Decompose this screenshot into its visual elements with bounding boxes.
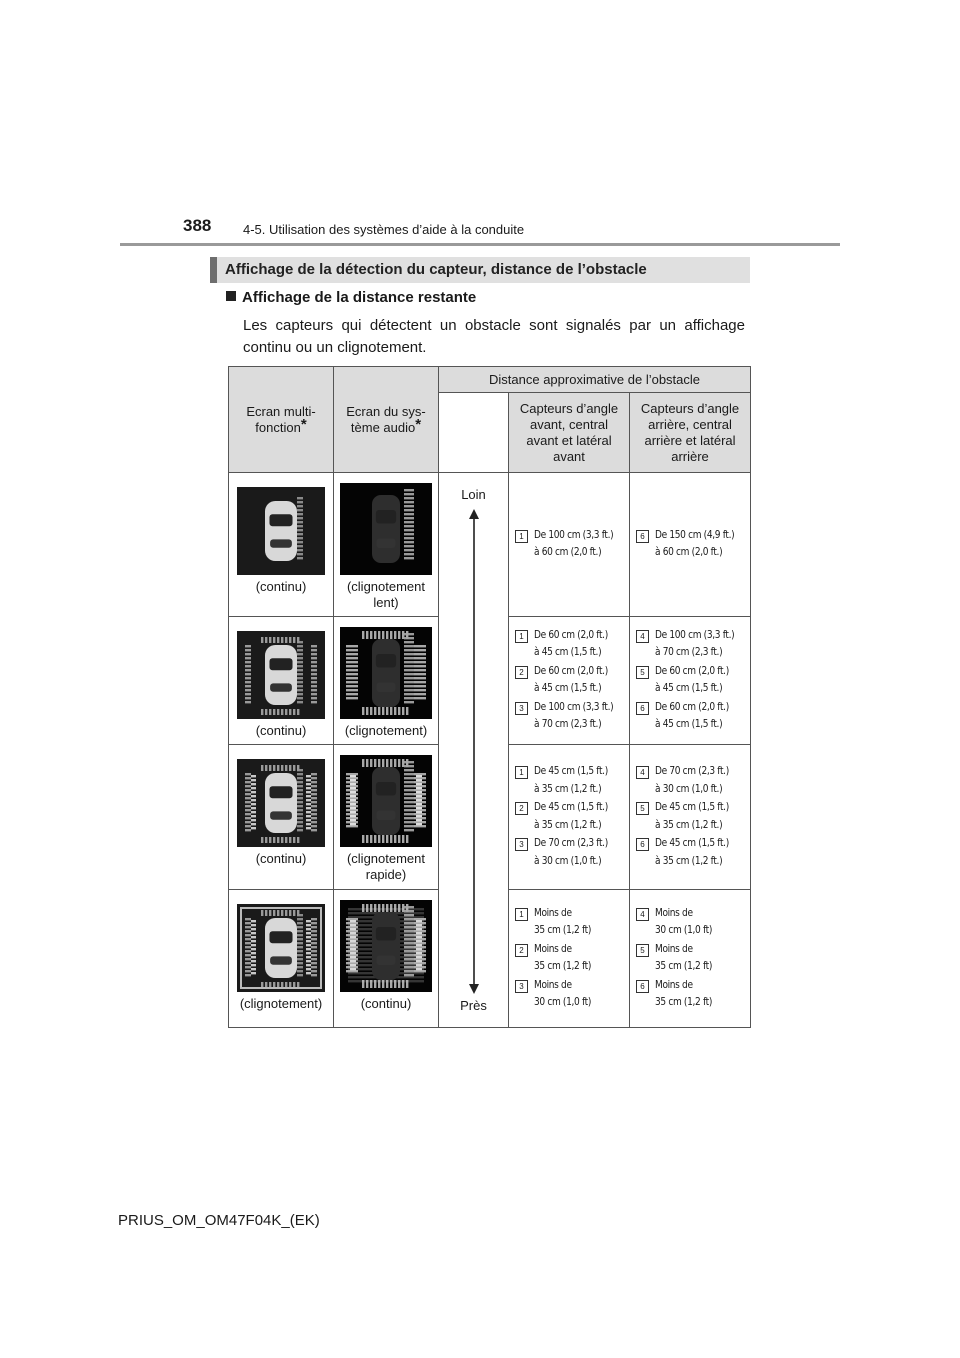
rear-entry-4 [636,763,750,798]
square-bullet-icon [226,291,236,301]
callout-number-icon: 6 [636,838,649,851]
multi-display-caption: (clignotement) [239,996,323,1011]
rear-distance-cell [630,890,751,1028]
rear-entry-6 [636,835,750,870]
multi-display-image [237,759,325,847]
multi-display-caption: (continu) [255,579,307,594]
callout-number-icon: 1 [515,908,528,921]
rear-entry-6 [636,699,750,734]
multi-display-cell [229,890,334,1028]
chapter-title: 4-5. Utilisation des systèmes d’aide à la conduite [243,222,525,237]
front-entry-1 [515,627,629,662]
section-title: Affichage de la détection du capteur, distance de l’obstacle [210,257,750,283]
callout-number-icon: 3 [515,838,528,851]
distance-range: Moins de 30 cm (1,0 ft) [534,978,592,1008]
header-rear-sensors: Capteurs d’angle arrière, central arrière et latéral arrière [630,393,751,473]
callout-number-icon: 1 [515,766,528,779]
callout-number-icon: 2 [515,802,528,815]
subsection-heading [226,289,476,306]
front-entry-1 [515,527,629,562]
subsection-title: Affichage de la distance restante [242,289,477,306]
callout-number-icon: 5 [636,802,649,815]
front-entry-3 [515,977,629,1012]
distance-range: Moins de 35 cm (1,2 ft) [655,978,713,1008]
callout-number-icon: 3 [515,980,528,993]
audio-display-image [340,627,432,719]
front-distance-cell [509,617,630,745]
distance-range: Moins de 35 cm (1,2 ft) [655,942,713,972]
front-distance-cell [509,745,630,890]
callout-number-icon: 1 [515,530,528,543]
header-audio-display: Ecran du sys- tème audio* [334,367,439,473]
multi-display-cell [229,473,334,617]
header-rule [120,243,840,246]
distance-range: Moins de 35 cm (1,2 ft) [534,942,592,972]
audio-display-caption: (clignotement) [344,723,428,738]
distance-range: De 45 cm (1,5 ft.) à 35 cm (1,2 ft.) [655,801,729,831]
distance-axis [439,473,509,1028]
callout-number-icon: 3 [515,702,528,715]
multi-display-cell [229,745,334,890]
distance-range: Moins de 30 cm (1,0 ft) [655,906,713,936]
far-label: Loin [461,487,486,502]
front-distance-cell [509,473,630,617]
callout-number-icon: 5 [636,666,649,679]
callout-number-icon: 6 [636,702,649,715]
distance-range: De 100 cm (3,3 ft.) à 70 cm (2,3 ft.) [534,700,614,730]
rear-entry-6 [636,527,750,562]
callout-number-icon: 4 [636,630,649,643]
multi-display-image [237,487,325,575]
rear-entry-5 [636,663,750,698]
front-entry-1 [515,905,629,940]
distance-range: De 150 cm (4,9 ft.) à 60 cm (2,0 ft.) [655,528,735,558]
audio-display-image [340,755,432,847]
distance-range: De 45 cm (1,5 ft.) à 35 cm (1,2 ft.) [534,765,608,795]
sensor-distance-table [228,366,751,1028]
body-paragraph: Les capteurs qui détectent un obstacle sont signalés par un affichage continu ou un clignotement. [243,317,745,356]
callout-number-icon: 4 [636,766,649,779]
audio-display-cell [334,745,439,890]
callout-number-icon: 4 [636,908,649,921]
distance-range: De 60 cm (2,0 ft.) à 45 cm (1,5 ft.) [534,664,608,694]
rear-distance-cell [630,617,751,745]
front-entry-3 [515,699,629,734]
front-entry-2 [515,799,629,834]
audio-display-caption: (clignotement lent) [346,579,426,610]
distance-range: De 60 cm (2,0 ft.) à 45 cm (1,5 ft.) [655,700,729,730]
front-entry-2 [515,663,629,698]
distance-range: De 70 cm (2,3 ft.) à 30 cm (1,0 ft.) [655,765,729,795]
front-entry-1 [515,763,629,798]
distance-range: De 45 cm (1,5 ft.) à 35 cm (1,2 ft.) [655,837,729,867]
multi-display-image [237,904,325,992]
header-multi-display: Ecran multi- fonction* [229,367,334,473]
double-arrow-icon [466,509,482,994]
front-distance-cell [509,890,630,1028]
rear-entry-6 [636,977,750,1012]
audio-display-cell [334,473,439,617]
front-entry-3 [515,835,629,870]
audio-display-caption: (continu) [360,996,412,1011]
audio-display-cell [334,617,439,745]
rear-entry-5 [636,941,750,976]
callout-number-icon: 6 [636,530,649,543]
callout-number-icon: 2 [515,666,528,679]
distance-range: De 100 cm (3,3 ft.) à 60 cm (2,0 ft.) [534,528,614,558]
callout-number-icon: 6 [636,980,649,993]
footer-code: PRIUS_OM_OM47F04K_(EK) [118,1212,320,1229]
distance-range: De 60 cm (2,0 ft.) à 45 cm (1,5 ft.) [534,628,608,658]
distance-range: De 45 cm (1,5 ft.) à 35 cm (1,2 ft.) [534,801,608,831]
distance-range: Moins de 35 cm (1,2 ft) [534,906,592,936]
callout-number-icon: 1 [515,630,528,643]
callout-number-icon: 2 [515,944,528,957]
rear-distance-cell [630,745,751,890]
header-blank [439,393,509,473]
header-distance: Distance approximative de l’obstacle [439,367,751,393]
multi-display-image [237,631,325,719]
distance-range: De 70 cm (2,3 ft.) à 30 cm (1,0 ft.) [534,837,608,867]
callout-number-icon: 5 [636,944,649,957]
distance-range: De 100 cm (3,3 ft.) à 70 cm (2,3 ft.) [655,628,735,658]
audio-display-image [340,900,432,992]
asterisk-note: * [415,415,422,433]
header-front-sensors: Capteurs d’angle avant, central avant et latéral avant [509,393,630,473]
audio-display-image [340,483,432,575]
distance-range: De 60 cm (2,0 ft.) à 45 cm (1,5 ft.) [655,664,729,694]
asterisk-note: * [300,415,307,433]
rear-entry-5 [636,799,750,834]
rear-entry-4 [636,905,750,940]
audio-display-caption: (clignotement rapide) [346,851,426,882]
multi-display-caption: (continu) [255,851,307,866]
page-number: 388 [183,216,212,235]
multi-display-caption: (continu) [255,723,307,738]
front-entry-2 [515,941,629,976]
near-label: Près [460,998,487,1013]
audio-display-cell [334,890,439,1028]
rear-distance-cell [630,473,751,617]
table-row [229,473,751,617]
multi-display-cell [229,617,334,745]
rear-entry-4 [636,627,750,662]
